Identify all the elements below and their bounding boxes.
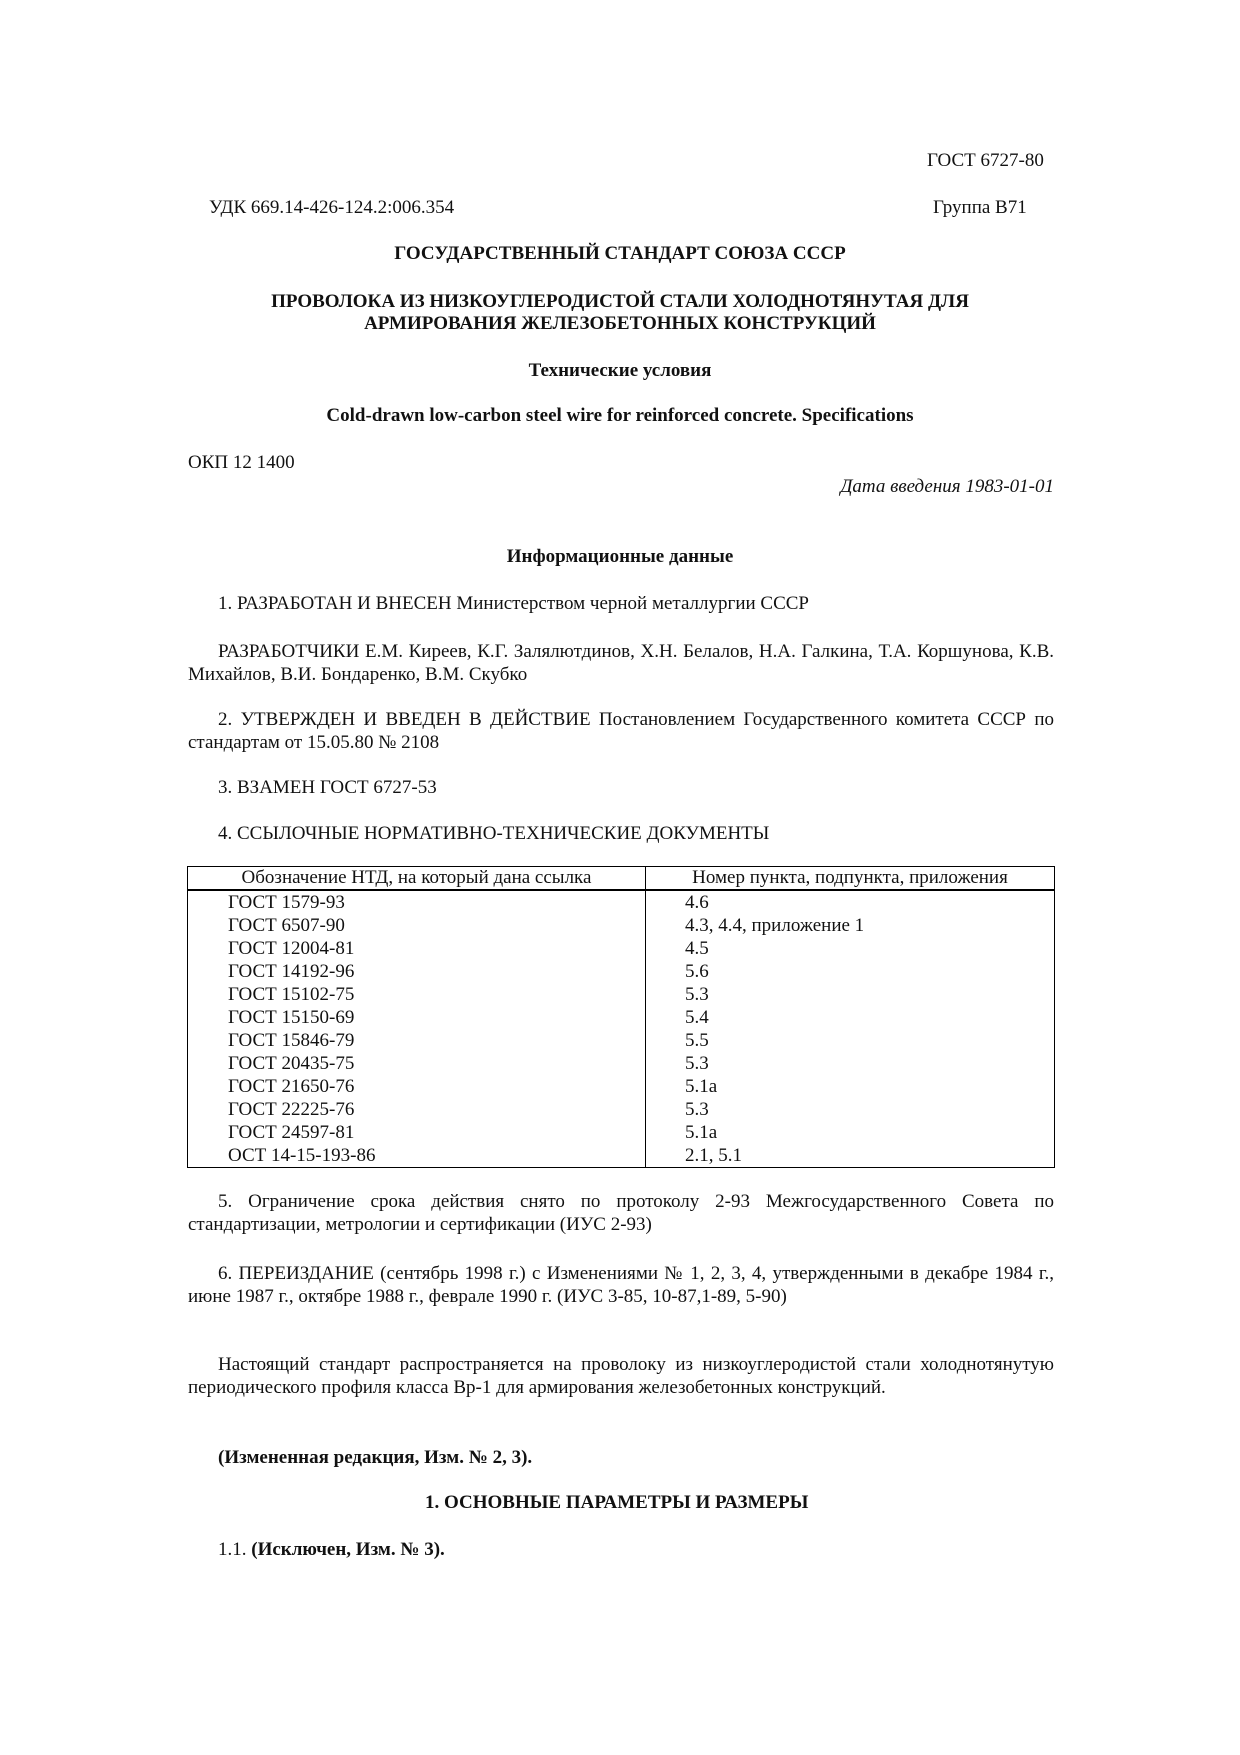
section-1-heading: 1. ОСНОВНЫЕ ПАРАМЕТРЫ И РАЗМЕРЫ <box>425 1492 809 1513</box>
info-item-1: 1. РАЗРАБОТАН И ВНЕСЕН Министерством черной металлургии СССР <box>218 593 809 614</box>
ref-clause: 5.6 <box>646 960 1055 983</box>
ref-designation: ГОСТ 15846-79 <box>188 1029 646 1052</box>
ref-designation: ГОСТ 20435-75 <box>188 1052 646 1075</box>
ref-designation: ГОСТ 15102-75 <box>188 983 646 1006</box>
ref-clause: 2.1, 5.1 <box>646 1144 1055 1168</box>
group-code: Группа В71 <box>933 197 1027 218</box>
ref-clause: 5.3 <box>646 1052 1055 1075</box>
info-item-4: 4. ССЫЛОЧНЫЕ НОРМАТИВНО-ТЕХНИЧЕСКИЕ ДОКУМЕНТЫ <box>218 823 770 844</box>
ref-designation: ГОСТ 1579-93 <box>188 890 646 914</box>
table-row <box>188 1052 1055 1075</box>
ref-clause: 5.3 <box>646 1098 1055 1121</box>
info-item-5: 5. Ограничение срока действия снято по протоколу 2-93 Межгосударственного Совета по стандартизации, метрологии и сертификации (ИУС 2-93) <box>188 1191 1054 1235</box>
ref-clause: 5.3 <box>646 983 1055 1006</box>
ref-clause: 5.1а <box>646 1075 1055 1098</box>
column-header-clause: Номер пункта, подпункта, приложения <box>646 867 1055 891</box>
table-row <box>188 1029 1055 1052</box>
table-header-row <box>188 867 1055 891</box>
table-row <box>188 1075 1055 1098</box>
intro-date: Дата введения 1983-01-01 <box>840 476 1054 497</box>
table-row <box>188 1006 1055 1029</box>
table-row <box>188 914 1055 937</box>
ref-designation: ГОСТ 14192-96 <box>188 960 646 983</box>
ref-clause: 5.1а <box>646 1121 1055 1144</box>
table-row <box>188 1144 1055 1168</box>
english-title: Cold-drawn low-carbon steel wire for reinforced concrete. Specifications <box>326 405 914 426</box>
standard-type: ГОСУДАРСТВЕННЫЙ СТАНДАРТ СОЮЗА СССР <box>394 243 846 264</box>
ref-clause: 4.6 <box>646 890 1055 914</box>
scope-paragraph: Настоящий стандарт распространяется на проволоку из низкоуглеродистой стали холоднотянутую периодического профиля класса Вр-1 для армирования железобетонных конструкций. <box>188 1354 1054 1398</box>
developers: РАЗРАБОТЧИКИ Е.М. Киреев, К.Г. Залялютдинов, Х.Н. Белалов, Н.А. Галкина, Т.А. Коршунова, К.В. Михайлов, В.И. Бондаренко, В.М. Скубко <box>188 641 1054 685</box>
info-item-2: 2. УТВЕРЖДЕН И ВВЕДЕН В ДЕЙСТВИЕ Постановлением Государственного комитета СССР по стандартам от 15.05.80 № 2108 <box>188 709 1054 753</box>
ref-clause: 5.5 <box>646 1029 1055 1052</box>
udk-code: УДК 669.14-426-124.2:006.354 <box>209 197 455 218</box>
okp-code: ОКП 12 1400 <box>188 452 295 473</box>
ref-clause: 4.3, 4.4, приложение 1 <box>646 914 1055 937</box>
info-heading: Информационные данные <box>506 546 734 567</box>
section-1-item-1: 1.1. (Исключен, Изм. № 3). <box>218 1539 445 1560</box>
amended-note: (Измененная редакция, Изм. № 2, 3). <box>218 1447 533 1468</box>
info-item-6: 6. ПЕРЕИЗДАНИЕ (сентябрь 1998 г.) с Изменениями № 1, 2, 3, 4, утвержденными в декабре 1984 г., июне 1987 г., октябре 1988 г., феврале 1990 г. (ИУС 3-85, 10-87,1-89, 5-90) <box>188 1263 1054 1307</box>
ref-designation: ГОСТ 22225-76 <box>188 1098 646 1121</box>
column-header-designation: Обозначение НТД, на который дана ссылка <box>188 867 646 891</box>
subtitle: Технические условия <box>528 360 712 381</box>
ref-designation: ГОСТ 15150-69 <box>188 1006 646 1029</box>
table-row <box>188 960 1055 983</box>
ref-designation: ГОСТ 6507-90 <box>188 914 646 937</box>
info-item-3: 3. ВЗАМЕН ГОСТ 6727-53 <box>218 777 437 798</box>
title-line-2: АРМИРОВАНИЯ ЖЕЛЕЗОБЕТОННЫХ КОНСТРУКЦИЙ <box>364 313 876 334</box>
title-line-1: ПРОВОЛОКА ИЗ НИЗКОУГЛЕРОДИСТОЙ СТАЛИ ХОЛОДНОТЯНУТАЯ ДЛЯ <box>271 291 969 312</box>
ref-designation: ГОСТ 12004-81 <box>188 937 646 960</box>
references-table <box>187 866 1055 1168</box>
ref-designation: ОСТ 14-15-193-86 <box>188 1144 646 1168</box>
table-row <box>188 1121 1055 1144</box>
ref-clause: 5.4 <box>646 1006 1055 1029</box>
ref-designation: ГОСТ 21650-76 <box>188 1075 646 1098</box>
table-row <box>188 983 1055 1006</box>
table-row <box>188 890 1055 914</box>
table-row <box>188 1098 1055 1121</box>
ref-clause: 4.5 <box>646 937 1055 960</box>
ref-designation: ГОСТ 24597-81 <box>188 1121 646 1144</box>
table-row <box>188 937 1055 960</box>
gost-number: ГОСТ 6727-80 <box>927 150 1044 171</box>
